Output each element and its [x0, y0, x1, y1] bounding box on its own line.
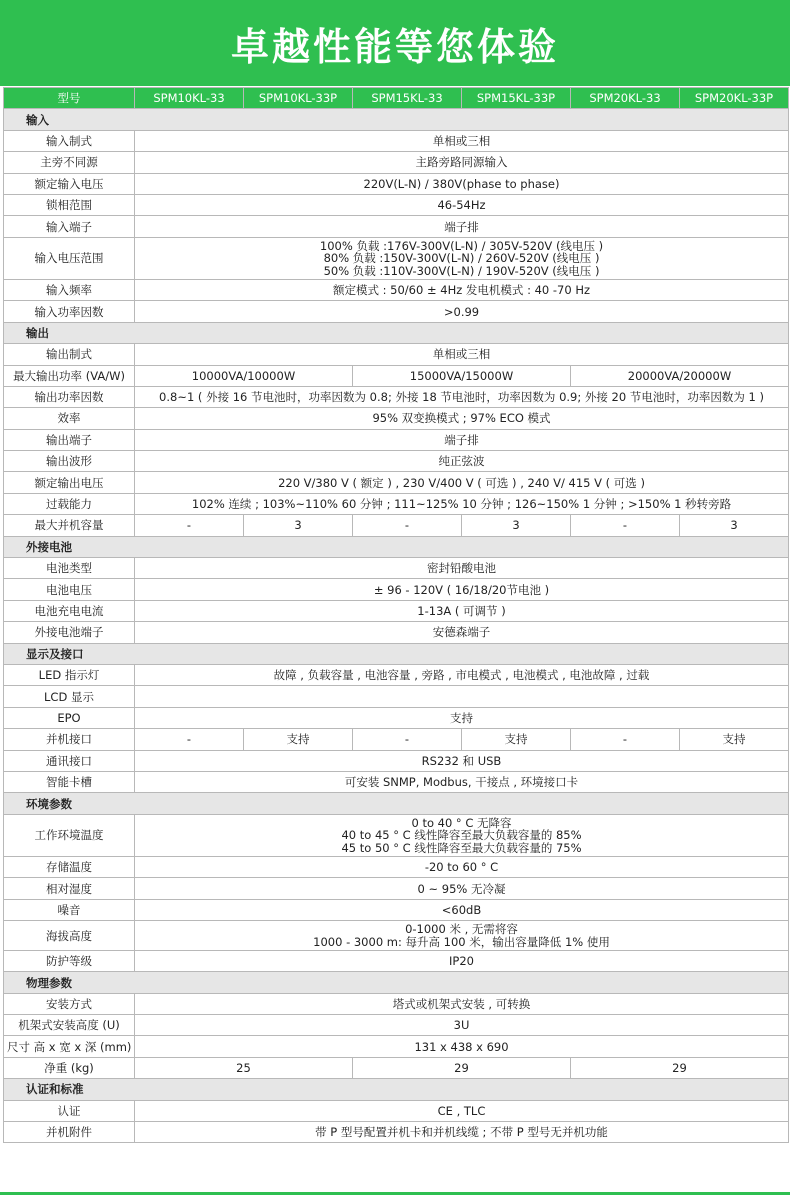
spec-value: 220V(L-N) / 380V(phase to phase): [135, 173, 789, 194]
model-name: SPM10KL-33: [135, 88, 244, 109]
spec-row: [4, 899, 789, 920]
spec-row: [4, 365, 789, 386]
spec-value: 3: [462, 515, 571, 536]
spec-label: 输出制式: [4, 344, 135, 365]
spec-row: [4, 707, 789, 728]
spec-value: >0.99: [135, 301, 789, 322]
section-header-row: [4, 536, 789, 557]
spec-value: 20000VA/20000W: [571, 365, 789, 386]
section-header-row: [4, 322, 789, 343]
spec-table: [3, 87, 789, 1143]
spec-row: [4, 408, 789, 429]
spec-value: -20 to 60 ° C: [135, 856, 789, 877]
spec-value: IP20: [135, 950, 789, 971]
spec-value: [135, 921, 789, 951]
spec-row: [4, 771, 789, 792]
spec-value: 主路旁路同源输入: [135, 152, 789, 173]
spec-value: 0.8~1 ( 外接 16 节电池时，功率因数为 0.8; 外接 18 节电池时，功率因数为 0.9; 外接 20 节电池时，功率因数为 1 ): [135, 386, 789, 407]
spec-value: 支持: [135, 707, 789, 728]
section-title: 环境参数: [4, 793, 789, 814]
spec-label: 机架式安装高度 (U): [4, 1015, 135, 1036]
spec-label: 输出端子: [4, 429, 135, 450]
spec-label: 智能卡槽: [4, 771, 135, 792]
spec-value-line: 50% 负载 :110V-300V(L-N) / 190V-520V (线电压 ): [323, 263, 600, 278]
spec-label: 输入功率因数: [4, 301, 135, 322]
spec-label: 输入制式: [4, 130, 135, 151]
spec-row: [4, 1015, 789, 1036]
spec-row: [4, 1036, 789, 1057]
spec-value-line: 0 to 40 ° C 无降容: [411, 815, 512, 830]
spec-row: [4, 878, 789, 899]
spec-label: 工作环境温度: [4, 814, 135, 856]
spec-row: [4, 686, 789, 707]
spec-label: 额定输出电压: [4, 472, 135, 493]
spec-value: 端子排: [135, 429, 789, 450]
spec-label: 尺寸 高 x 宽 x 深 (mm): [4, 1036, 135, 1057]
spec-label: 相对湿度: [4, 878, 135, 899]
spec-label: 海拔高度: [4, 921, 135, 951]
spec-value: ± 96 - 120V ( 16/18/20节电池 ): [135, 579, 789, 600]
spec-row: [4, 152, 789, 173]
spec-row: [4, 856, 789, 877]
spec-label: 外接电池端子: [4, 622, 135, 643]
spec-value: [135, 237, 789, 279]
spec-label: 效率: [4, 408, 135, 429]
section-title: 显示及接口: [4, 643, 789, 664]
spec-label: 安装方式: [4, 993, 135, 1014]
spec-value-line: 80% 负载 :150V-300V(L-N) / 260V-520V (线电压 ): [323, 251, 600, 266]
spec-label: 输出波形: [4, 451, 135, 472]
spec-row: [4, 386, 789, 407]
section-title: 外接电池: [4, 536, 789, 557]
spec-row: [4, 301, 789, 322]
spec-label: 输入电压范围: [4, 237, 135, 279]
spec-value-line: 1000 - 3000 m: 每升高 100 米，输出容量降低 1% 使用: [313, 934, 610, 949]
spec-label: 锁相范围: [4, 194, 135, 215]
spec-row: [4, 814, 789, 856]
spec-value-line: 40 to 45 ° C 线性降容至最大负载容量的 85%: [341, 828, 582, 843]
spec-value: -: [353, 729, 462, 750]
spec-row: [4, 1057, 789, 1078]
spec-value: 3: [244, 515, 353, 536]
table-header-row: [4, 88, 789, 109]
spec-row: [4, 451, 789, 472]
spec-value: 纯正弦波: [135, 451, 789, 472]
spec-label: 电池类型: [4, 558, 135, 579]
spec-row: [4, 429, 789, 450]
spec-label: 最大并机容量: [4, 515, 135, 536]
spec-label: 电池电压: [4, 579, 135, 600]
spec-row: [4, 950, 789, 971]
spec-value: 端子排: [135, 216, 789, 237]
section-title: 输出: [4, 322, 789, 343]
spec-value: 塔式或机架式安装 , 可转换: [135, 993, 789, 1014]
model-header-label: 型号: [4, 88, 135, 109]
spec-row: [4, 993, 789, 1014]
spec-value: 220 V/380 V ( 额定 ) , 230 V/400 V ( 可选 ) , 240 V/ 415 V ( 可选 ): [135, 472, 789, 493]
spec-value-line: 100% 负载 :176V-300V(L-N) / 305V-520V (线电压 ): [319, 238, 604, 253]
spec-row: [4, 1122, 789, 1143]
spec-value: 29: [571, 1057, 789, 1078]
spec-value-line: 0-1000 米 , 无需将容: [405, 922, 518, 937]
section-title: 认证和标准: [4, 1079, 789, 1100]
spec-value: 29: [353, 1057, 571, 1078]
spec-value: 故障 , 负载容量 , 电池容量 , 旁路 , 市电模式 , 电池模式 , 电池故障 , 过载: [135, 664, 789, 685]
spec-value: -: [135, 729, 244, 750]
spec-label: 净重 (kg): [4, 1057, 135, 1078]
spec-label: 输入频率: [4, 279, 135, 300]
spec-row: [4, 279, 789, 300]
spec-label: LCD 显示: [4, 686, 135, 707]
spec-row: [4, 237, 789, 279]
spec-value: [135, 814, 789, 856]
spec-value: 额定模式 : 50/60 ± 4Hz 发电机模式 : 40 -70 Hz: [135, 279, 789, 300]
spec-value: 3U: [135, 1015, 789, 1036]
spec-value: 15000VA/15000W: [353, 365, 571, 386]
spec-value: 可安装 SNMP, Modbus, 干接点 , 环境接口卡: [135, 771, 789, 792]
spec-row: [4, 130, 789, 151]
spec-value: 1-13A ( 可调节 ): [135, 600, 789, 621]
spec-value: 25: [135, 1057, 353, 1078]
spec-value: -: [571, 515, 680, 536]
section-title: 物理参数: [4, 972, 789, 993]
spec-row: [4, 579, 789, 600]
spec-row: [4, 1100, 789, 1121]
spec-value: CE , TLC: [135, 1100, 789, 1121]
spec-value: -: [571, 729, 680, 750]
spec-row: [4, 600, 789, 621]
spec-value: 支持: [462, 729, 571, 750]
spec-label: 最大输出功率 (VA/W): [4, 365, 135, 386]
spec-value: 10000VA/10000W: [135, 365, 353, 386]
spec-value: 95% 双变换模式 ; 97% ECO 模式: [135, 408, 789, 429]
spec-label: 过载能力: [4, 493, 135, 514]
spec-value: 单相或三相: [135, 130, 789, 151]
spec-value: 密封铅酸电池: [135, 558, 789, 579]
spec-label: 噪音: [4, 899, 135, 920]
spec-value: 支持: [244, 729, 353, 750]
spec-value: 3: [680, 515, 789, 536]
spec-value: RS232 和 USB: [135, 750, 789, 771]
spec-label: 主旁不同源: [4, 152, 135, 173]
spec-value: -: [353, 515, 462, 536]
spec-row: [4, 729, 789, 750]
spec-label: 输入端子: [4, 216, 135, 237]
spec-value: 102% 连续 ; 103%~110% 60 分钟 ; 111~125% 10 分钟 ; 126~150% 1 分钟 ; >150% 1 秒转旁路: [135, 493, 789, 514]
model-name: SPM10KL-33P: [244, 88, 353, 109]
spec-value: 安德森端子: [135, 622, 789, 643]
section-header-row: [4, 793, 789, 814]
section-header-row: [4, 972, 789, 993]
spec-label: LED 指示灯: [4, 664, 135, 685]
spec-value: 0 ~ 95% 无冷凝: [135, 878, 789, 899]
spec-label: 并机附件: [4, 1122, 135, 1143]
spec-label: 并机接口: [4, 729, 135, 750]
spec-value: 单相或三相: [135, 344, 789, 365]
spec-value: -: [135, 515, 244, 536]
spec-row: [4, 194, 789, 215]
spec-row: [4, 750, 789, 771]
section-header-row: [4, 643, 789, 664]
spec-row: [4, 216, 789, 237]
spec-row: [4, 515, 789, 536]
spec-value-line: 45 to 50 ° C 线性降容至最大负载容量的 75%: [341, 840, 582, 855]
spec-label: 认证: [4, 1100, 135, 1121]
spec-label: 防护等级: [4, 950, 135, 971]
section-header-row: [4, 1079, 789, 1100]
spec-row: [4, 472, 789, 493]
spec-row: [4, 558, 789, 579]
section-title: 输入: [4, 109, 789, 130]
spec-row: [4, 493, 789, 514]
model-name: SPM15KL-33P: [462, 88, 571, 109]
spec-value: [135, 686, 789, 707]
spec-label: 存储温度: [4, 856, 135, 877]
spec-value: 46-54Hz: [135, 194, 789, 215]
spec-row: [4, 921, 789, 951]
spec-label: EPO: [4, 707, 135, 728]
spec-label: 电池充电电流: [4, 600, 135, 621]
section-header-row: [4, 109, 789, 130]
spec-value: 支持: [680, 729, 789, 750]
spec-label: 通讯接口: [4, 750, 135, 771]
spec-row: [4, 344, 789, 365]
model-name: SPM20KL-33P: [680, 88, 789, 109]
spec-value: <60dB: [135, 899, 789, 920]
model-name: SPM15KL-33: [353, 88, 462, 109]
spec-value: 131 x 438 x 690: [135, 1036, 789, 1057]
banner-title: 卓越性能等您体验: [0, 0, 790, 86]
spec-row: [4, 622, 789, 643]
spec-row: [4, 664, 789, 685]
spec-row: [4, 173, 789, 194]
spec-label: 额定输入电压: [4, 173, 135, 194]
spec-label: 输出功率因数: [4, 386, 135, 407]
model-name: SPM20KL-33: [571, 88, 680, 109]
spec-value: 带 P 型号配置并机卡和并机线缆 ; 不带 P 型号无并机功能: [135, 1122, 789, 1143]
